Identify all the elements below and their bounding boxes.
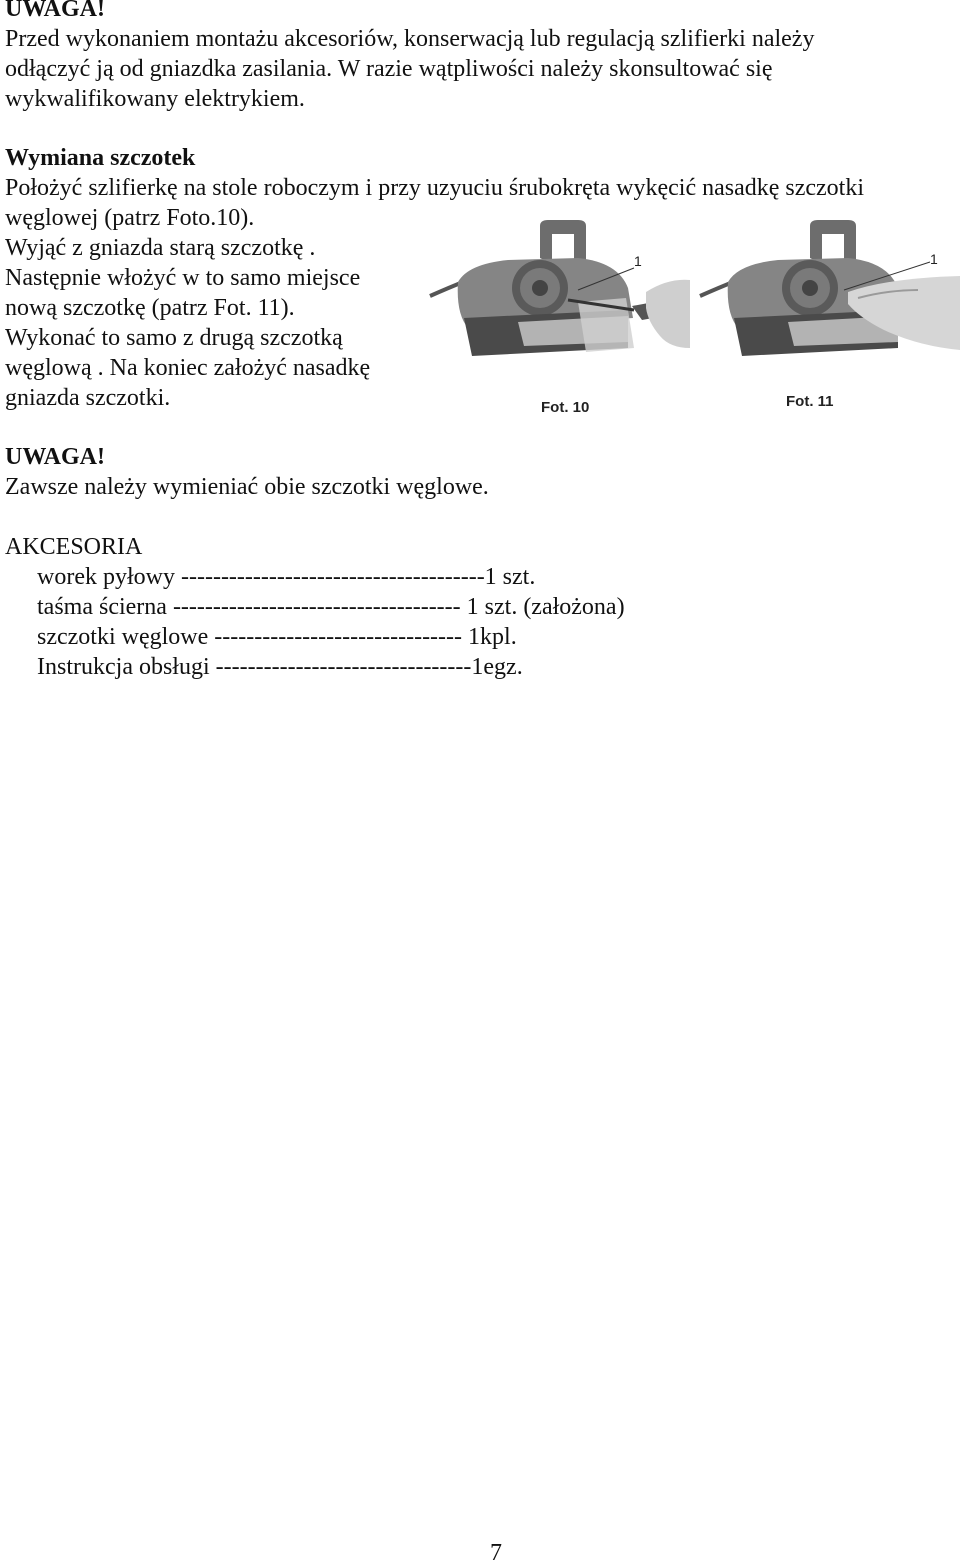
warning-heading: UWAGA! [5, 444, 105, 470]
photo-marker-label: 1 [930, 251, 938, 267]
photo-marker-label: 1 [634, 253, 642, 269]
warning-text: Zawsze należy wymieniać obie szczotki węglowe. [5, 474, 489, 500]
photo-fot-11 [698, 218, 960, 378]
paragraph-line: Wyjąć z gniazda starą szczotkę . [5, 235, 316, 261]
photo-caption-fot-11: Fot. 11 [786, 393, 834, 410]
photo-caption-fot-10: Fot. 10 [541, 399, 590, 416]
belt-sander-hand-illustration [698, 218, 960, 378]
paragraph-line: węglowej (patrz Foto.10). [5, 205, 255, 231]
paragraph-line: gniazda szczotki. [5, 385, 171, 411]
accessory-item: Instrukcja obsługi --------------------------------1egz. [37, 654, 523, 680]
warning-heading: UWAGA! [5, 0, 105, 22]
page-number: 7 [490, 1540, 502, 1566]
accessory-item: taśma ścierna ------------------------------------ 1 szt. (założona) [37, 594, 625, 620]
accessory-item: worek pyłowy --------------------------------------1 szt. [37, 564, 536, 590]
warning-text-line: odłączyć ją od gniazdka zasilania. W razie wątpliwości należy skonsultować się [5, 56, 773, 82]
belt-sander-screwdriver-illustration [428, 218, 690, 378]
warning-text-line: wykwalifikowany elektrykiem. [5, 86, 305, 112]
paragraph-line: Położyć szlifierkę na stole roboczym i przy uzyuciu śrubokręta wykęcić nasadkę szczotki [5, 175, 865, 201]
photo-fot-10 [428, 218, 690, 378]
accessory-item: szczotki węglowe ------------------------------- 1kpl. [37, 624, 517, 650]
paragraph-line: Wykonać to samo z drugą szczotką [5, 325, 343, 351]
paragraph-line: Następnie włożyć w to samo miejsce [5, 265, 361, 291]
section-heading-accessories: AKCESORIA [5, 534, 143, 560]
section-heading-brushes: Wymiana szczotek [5, 145, 196, 171]
paragraph-line: węglową . Na koniec założyć nasadkę [5, 355, 371, 381]
paragraph-line: nową szczotkę (patrz Fot. 11). [5, 295, 295, 321]
warning-text-line: Przed wykonaniem montażu akcesoriów, konserwacją lub regulacją szlifierki należy [5, 26, 815, 52]
